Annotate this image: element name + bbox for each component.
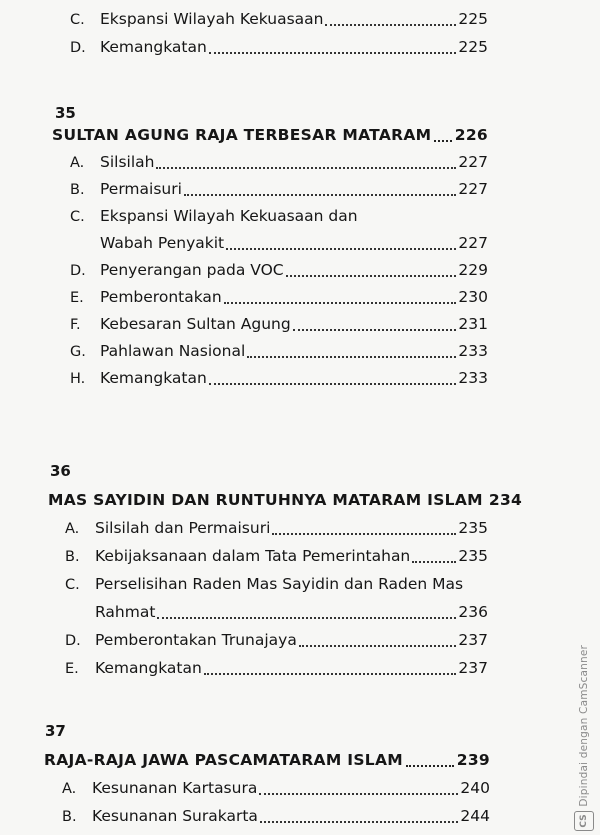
entry-page: 233: [458, 369, 488, 387]
entry-page: 225: [458, 10, 488, 28]
entry-letter: G.: [70, 344, 86, 360]
entry-page: 229: [458, 261, 488, 279]
entry-title: Perselisihan Raden Mas Sayidin dan Raden Mas: [95, 575, 464, 593]
toc-entry-continuation: [100, 230, 488, 256]
entry-letter: D.: [70, 263, 86, 279]
entry-title: Kemangkatan: [95, 659, 202, 677]
entry-letter: D.: [70, 40, 86, 56]
toc-entry: [65, 627, 488, 653]
toc-entry: [70, 365, 488, 391]
entry-page: 227: [458, 234, 488, 252]
entry-letter: C.: [70, 209, 85, 225]
dot-leader: [209, 383, 457, 385]
toc-entry: [62, 803, 490, 829]
entry-title: Kemangkatan: [100, 38, 207, 56]
dot-leader: [325, 24, 456, 26]
entry-title: Ekspansi Wilayah Kekuasaan: [100, 10, 324, 28]
toc-entry: [70, 284, 488, 310]
dot-leader: [259, 793, 458, 795]
chapter-title: RAJA-RAJA JAWA PASCAMATARAM ISLAM: [44, 751, 404, 769]
entry-title: Pemberontakan: [100, 288, 222, 306]
dot-leader: [260, 821, 459, 823]
dot-leader: [299, 645, 457, 647]
entry-title: Rahmat: [95, 603, 156, 621]
dot-leader: [184, 194, 456, 196]
entry-page: 230: [458, 288, 488, 306]
toc-entry: [65, 655, 488, 681]
entry-letter: H.: [70, 371, 86, 387]
entry-page: 235: [458, 519, 488, 537]
entry-letter: E.: [65, 661, 79, 677]
toc-entry: [65, 571, 488, 597]
dot-leader: [156, 167, 456, 169]
entry-page: 237: [458, 631, 488, 649]
toc-entry: [70, 338, 488, 364]
dot-leader: [247, 356, 456, 358]
dot-leader: [224, 302, 457, 304]
dot-leader: [209, 52, 457, 54]
chapter-number: 35: [55, 104, 76, 122]
entry-title: Kesunanan Kartasura: [92, 779, 258, 797]
entry-page: 233: [458, 342, 488, 360]
chapter-page: 226: [454, 126, 488, 144]
entry-title: Penyerangan pada VOC: [100, 261, 284, 279]
watermark-text: Dipindai dengan CamScanner: [578, 645, 590, 807]
chapter-title: MAS SAYIDIN DAN RUNTUHNYA MATARAM ISLAM: [48, 491, 483, 509]
chapter-page: 234: [488, 491, 523, 509]
dot-leader: [434, 140, 451, 142]
chapter-title-row: [48, 487, 523, 513]
chapter-title-row: [52, 122, 488, 148]
toc-entry: [65, 515, 488, 541]
entry-title: Silsilah: [100, 153, 155, 171]
toc-entry: [70, 176, 488, 202]
toc-entry: [70, 203, 488, 229]
dot-leader: [272, 533, 456, 535]
chapter-page: 239: [456, 751, 490, 769]
entry-title: Kebesaran Sultan Agung: [100, 315, 291, 333]
toc-entry: [70, 34, 488, 60]
entry-page: 227: [458, 153, 488, 171]
entry-letter: B.: [65, 549, 80, 565]
entry-title: Pemberontakan Trunajaya: [95, 631, 297, 649]
entry-letter: B.: [70, 182, 85, 198]
dot-leader: [286, 275, 457, 277]
dot-leader: [226, 248, 456, 250]
entry-title: Kebijaksanaan dalam Tata Pemerintahan: [95, 547, 411, 565]
entry-page: 227: [458, 180, 488, 198]
dot-leader: [293, 329, 457, 331]
toc-entry: [70, 149, 488, 175]
entry-letter: A.: [70, 155, 85, 171]
entry-title: Pahlawan Nasional: [100, 342, 246, 360]
entry-title: Kesunanan Surakarta: [92, 807, 258, 825]
entry-letter: B.: [62, 809, 77, 825]
entry-letter: F.: [70, 317, 81, 333]
chapter-title: SULTAN AGUNG RAJA TERBESAR MATARAM: [52, 126, 432, 144]
entry-title: Ekspansi Wilayah Kekuasaan dan: [100, 207, 358, 225]
toc-entry: [65, 543, 488, 569]
dot-leader: [406, 765, 454, 767]
entry-letter: D.: [65, 633, 81, 649]
toc-entry: [70, 311, 488, 337]
entry-page: 236: [458, 603, 488, 621]
entry-letter: C.: [65, 577, 80, 593]
entry-page: 231: [458, 315, 488, 333]
entry-page: 225: [458, 38, 488, 56]
chapter-number: 37: [45, 722, 66, 740]
entry-page: 244: [460, 807, 490, 825]
entry-page: 240: [460, 779, 490, 797]
entry-letter: A.: [65, 521, 80, 537]
camscanner-logo-icon: CS: [574, 811, 594, 831]
entry-page: 235: [458, 547, 488, 565]
dot-leader: [412, 561, 456, 563]
chapter-title-row: [44, 747, 490, 773]
toc-entry: [70, 6, 488, 32]
entry-letter: C.: [70, 12, 85, 28]
entry-page: 237: [458, 659, 488, 677]
toc-entry-continuation: [95, 599, 488, 625]
entry-title: Permaisuri: [100, 180, 182, 198]
entry-title: Wabah Penyakit: [100, 234, 225, 252]
entry-letter: E.: [70, 290, 84, 306]
entry-title: Silsilah dan Permaisuri: [95, 519, 271, 537]
entry-letter: A.: [62, 781, 77, 797]
scanner-watermark: [574, 645, 594, 831]
chapter-number: 36: [50, 462, 71, 480]
toc-entry: [70, 257, 488, 283]
toc-entry: [62, 775, 490, 801]
entry-title: Kemangkatan: [100, 369, 207, 387]
dot-leader: [157, 617, 456, 619]
dot-leader: [204, 673, 457, 675]
